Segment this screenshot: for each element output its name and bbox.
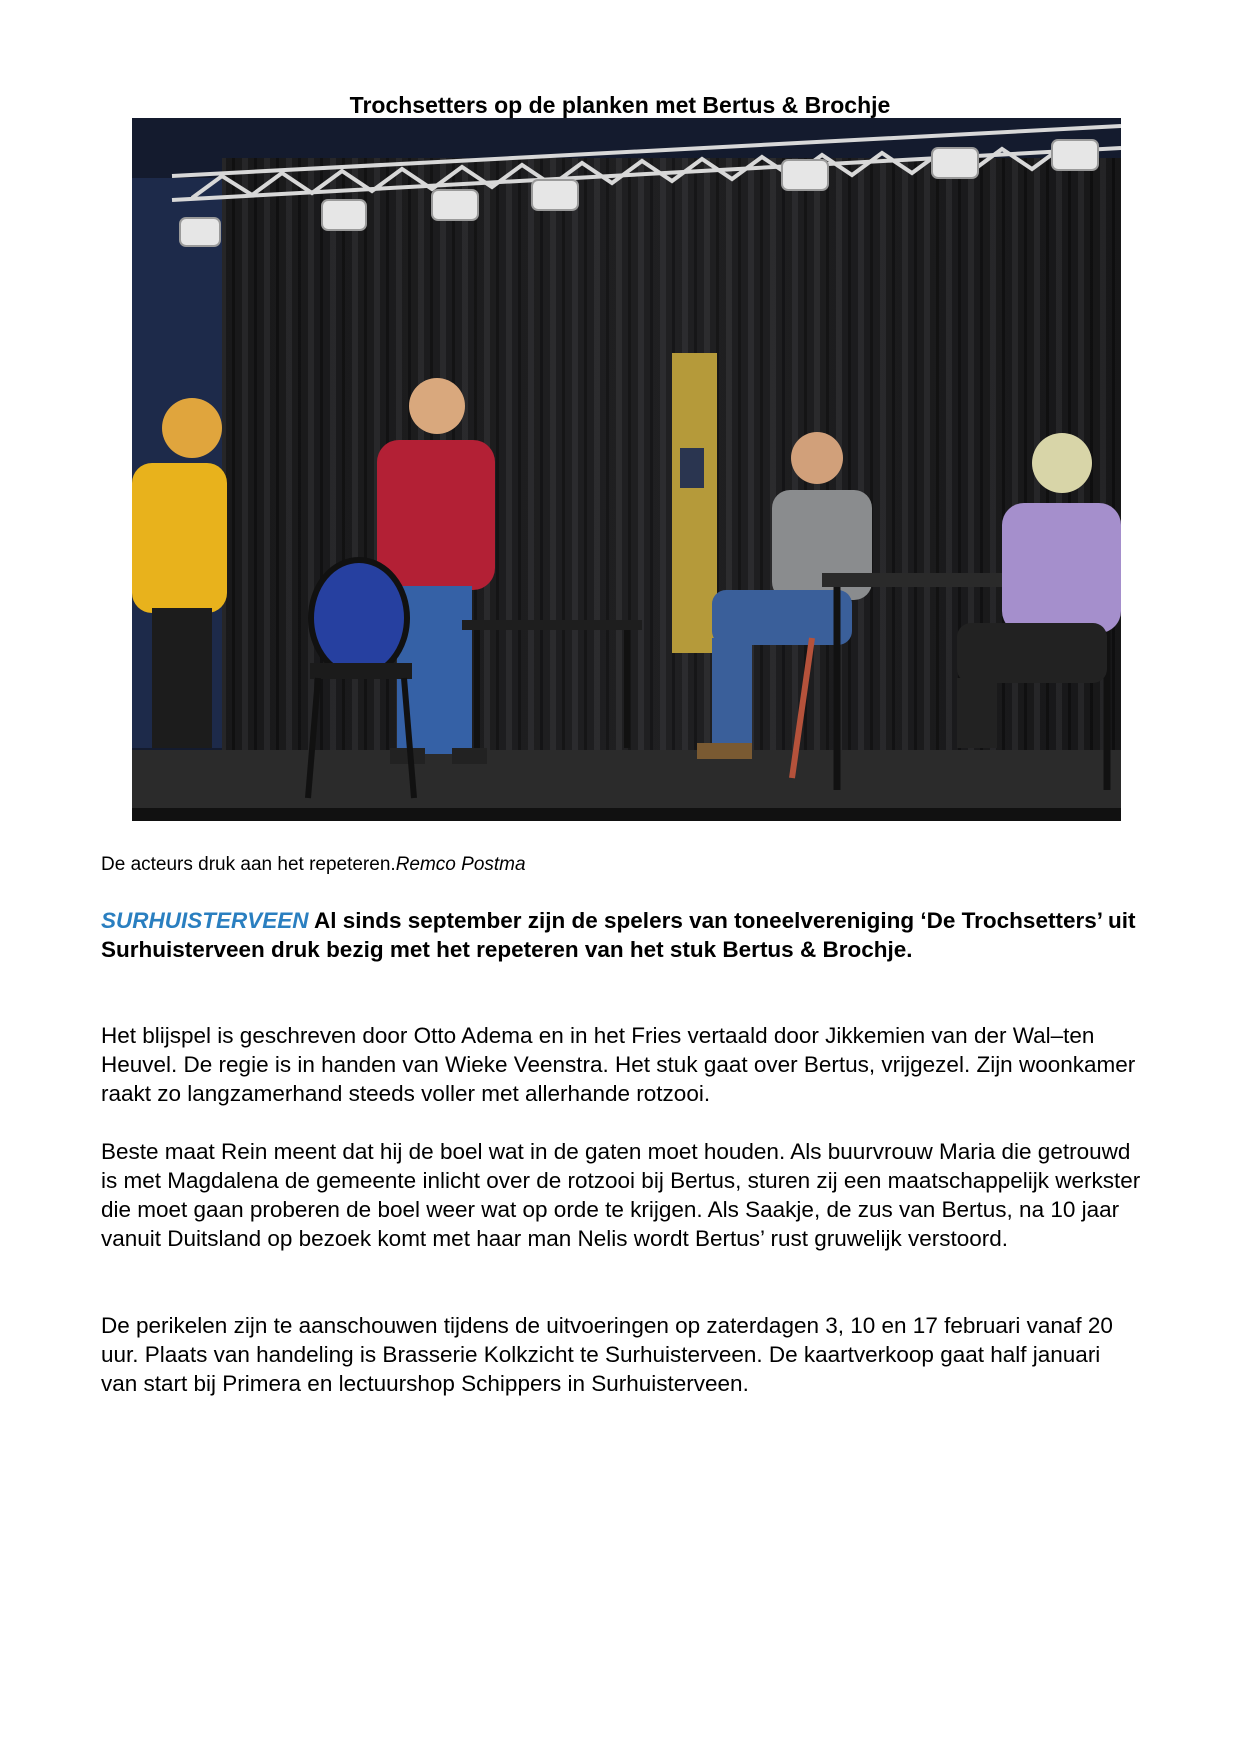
article-photo [132,118,1121,821]
paragraph-2: Beste maat Rein meent dat hij de boel wat in de gaten moet houden. Als buurvrouw Maria die getrouwd is met Magdalena de gemeente inlicht over de rotzooi bij Bertus, sturen zij een maatschappelijk werkster die moet gaan proberen de boel weer wat op orde te krijgen. Als Saakje, de zus van Bertus, na 10 jaar vanuit Duitsland op bezoek komt met haar man Nelis wordt Bertus’ rust gruwelijk verstoord. [101,1139,1141,1251]
article-lead [101,906,1141,964]
dateline: SURHUISTERVEEN [101,908,309,933]
caption-text: De acteurs druk aan het repeteren. [101,854,396,875]
paragraph-1: Het blijspel is geschreven door Otto Adema en in het Fries vertaald door Jikkemien van der Wal–ten Heuvel. De regie is in handen van Wieke Veenstra. Het stuk gaat over Bertus, vrijgezel. Zijn woonkamer raakt zo langzamerhand steeds voller met allerhande rotzooi. [101,1023,1136,1106]
lead-text: Al sinds september zijn de spelers van toneelvereniging ‘De Trochsetters’ uit Surhuisterveen druk bezig met het repeteren van het stuk Bertus & Brochje. [101,908,1136,962]
photo-credit: Remco Postma [395,854,526,875]
photo-caption [101,853,526,877]
stage-rehearsal-illustration [132,118,1121,821]
article-headline: Trochsetters op de planken met Bertus & Brochje [349,92,891,118]
paragraph-3: De perikelen zijn te aanschouwen tijdens de uitvoeringen op zaterdagen 3, 10 en 17 februari vanaf 20 uur. Plaats van handeling is Brasserie Kolkzicht te Surhuisterveen. De kaartverkoop gaat half januari van start bij Primera en lectuurshop Schippers in Surhuisterveen. [101,1313,1113,1396]
